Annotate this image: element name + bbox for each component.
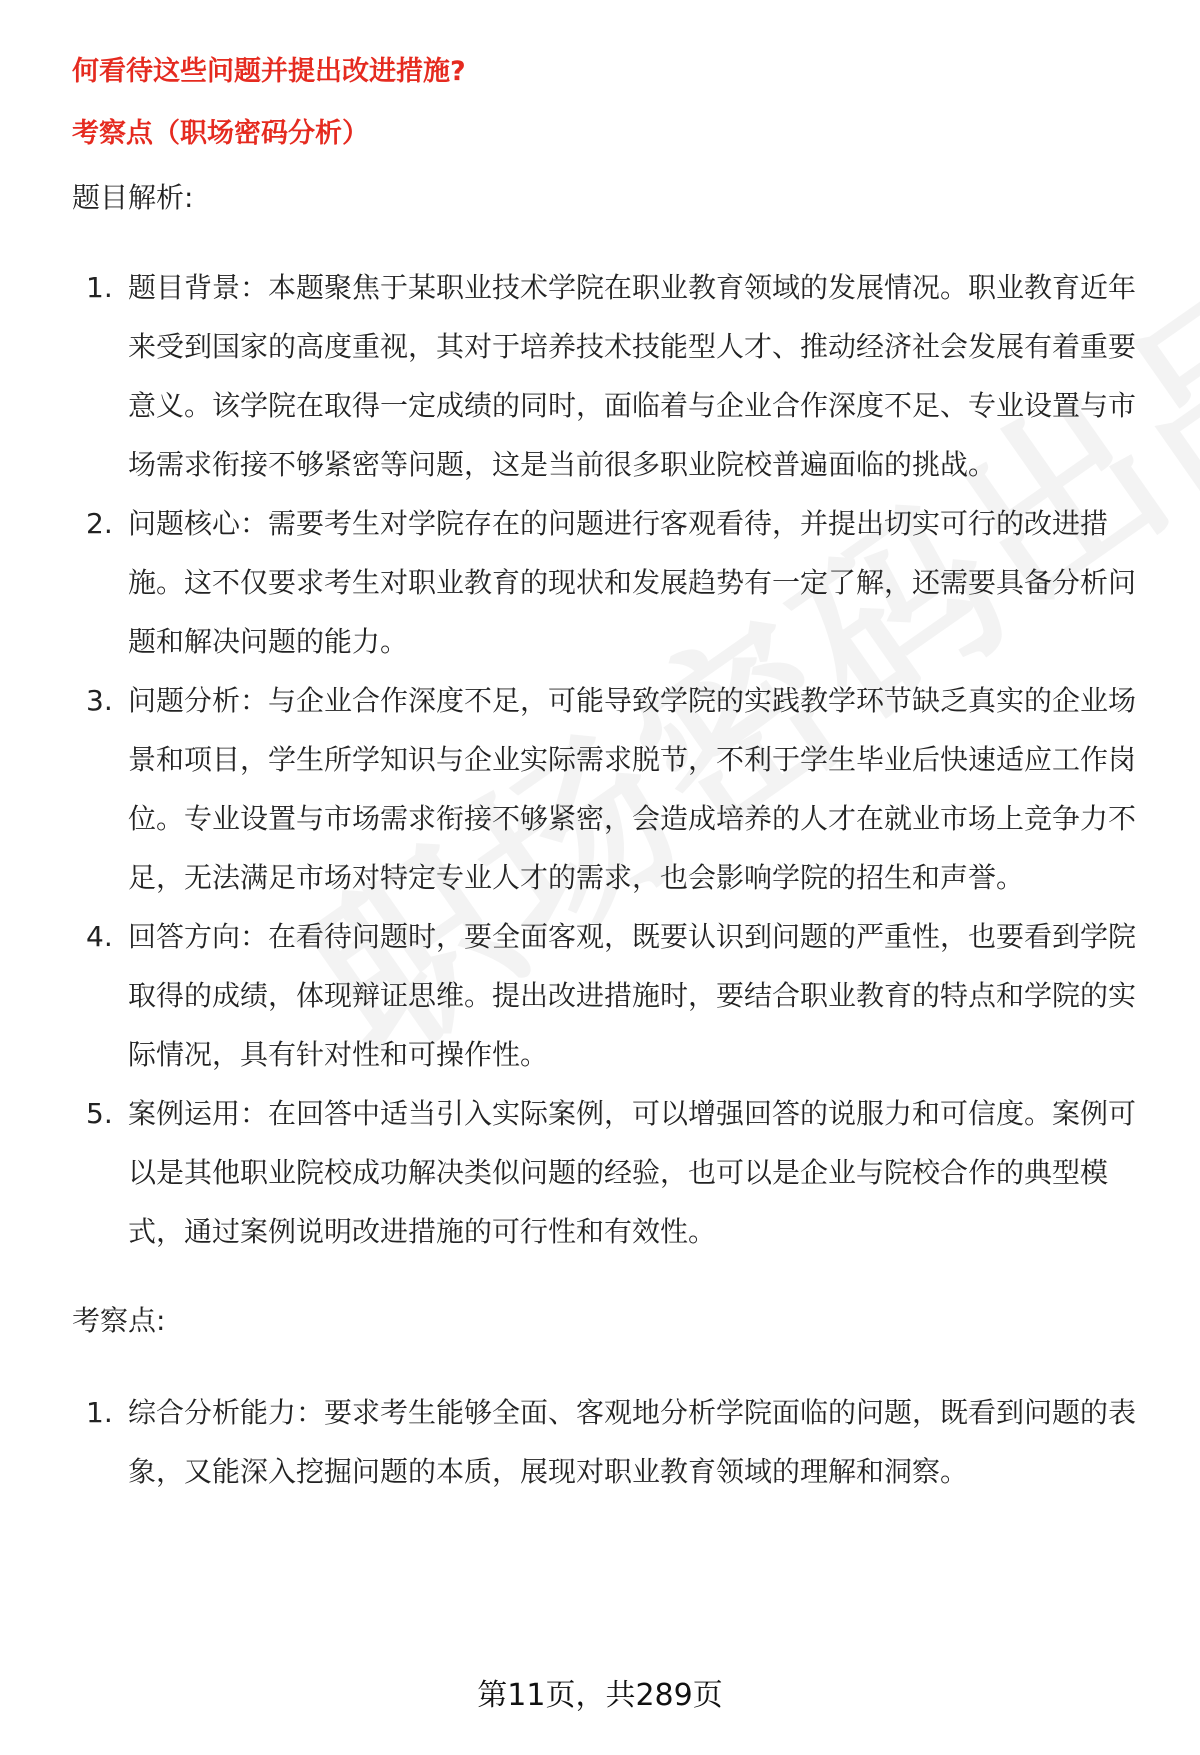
- question-heading: 何看待这些问题并提出改进措施?: [72, 56, 466, 87]
- page-indicator: 第11页，共289页: [477, 1678, 723, 1713]
- list-item-text: 问题核心：需要考生对学院存在的问题进行客观看待，并提出切实可行的改进措施。这不仅要求考生对职业教育的现状和发展趋势有一定了解，还需要具备分析问题和解决问题的能力。: [128, 507, 1137, 658]
- points-list: [72, 1383, 1140, 1501]
- list-item-number: 2.: [86, 507, 113, 540]
- list-item-text: 回答方向：在看待问题时，要全面客观，既要认识到问题的严重性，也要看到学院取得的成绩，体现辩证思维。提出改进措施时，要结合职业教育的特点和学院的实际情况，具有针对性和可操作性。: [128, 920, 1137, 1071]
- analysis-list: [72, 258, 1140, 1261]
- list-item-number: 4.: [86, 920, 113, 953]
- list-item: [72, 671, 1140, 907]
- list-item: [72, 258, 1140, 494]
- list-item: [72, 1084, 1140, 1261]
- points-label: 考察点:: [72, 1304, 166, 1337]
- list-item: [72, 907, 1140, 1084]
- list-item: [72, 494, 1140, 671]
- list-item-number: 1.: [86, 271, 113, 304]
- list-item: [72, 1383, 1140, 1501]
- list-item-text: 问题分析：与企业合作深度不足，可能导致学院的实践教学环节缺乏真实的企业场景和项目，学生所学知识与企业实际需求脱节，不利于学生毕业后快速适应工作岗位。专业设置与市场需求衔接不够紧密，会造成培养的人才在就业市场上竞争力不足，无法满足市场对特定专业人才的需求，也会影响学院的招生和声誉。: [128, 684, 1137, 894]
- list-item-number: 1.: [86, 1396, 113, 1429]
- list-item-number: 5.: [86, 1097, 113, 1130]
- exam-point-heading: 考察点（职场密码分析）: [72, 118, 369, 149]
- analysis-label: 题目解析:: [72, 181, 194, 214]
- list-item-text: 综合分析能力：要求考生能够全面、客观地分析学院面临的问题，既看到问题的表象，又能深入挖掘问题的本质，展现对职业教育领域的理解和洞察。: [128, 1396, 1137, 1488]
- list-item-number: 3.: [86, 684, 113, 717]
- list-item-text: 案例运用：在回答中适当引入实际案例，可以增强回答的说服力和可信度。案例可以是其他职业院校成功解决类似问题的经验，也可以是企业与院校合作的典型模式，通过案例说明改进措施的可行性和有效性。: [128, 1097, 1137, 1248]
- list-item-text: 题目背景：本题聚焦于某职业技术学院在职业教育领域的发展情况。职业教育近年来受到国家的高度重视，其对于培养技术技能型人才、推动经济社会发展有着重要意义。该学院在取得一定成绩的同时，面临着与企业合作深度不足、专业设置与市场需求衔接不够紧密等问题，这是当前很多职业院校普遍面临的挑战。: [128, 271, 1137, 481]
- document-page: [72, 52, 1140, 1501]
